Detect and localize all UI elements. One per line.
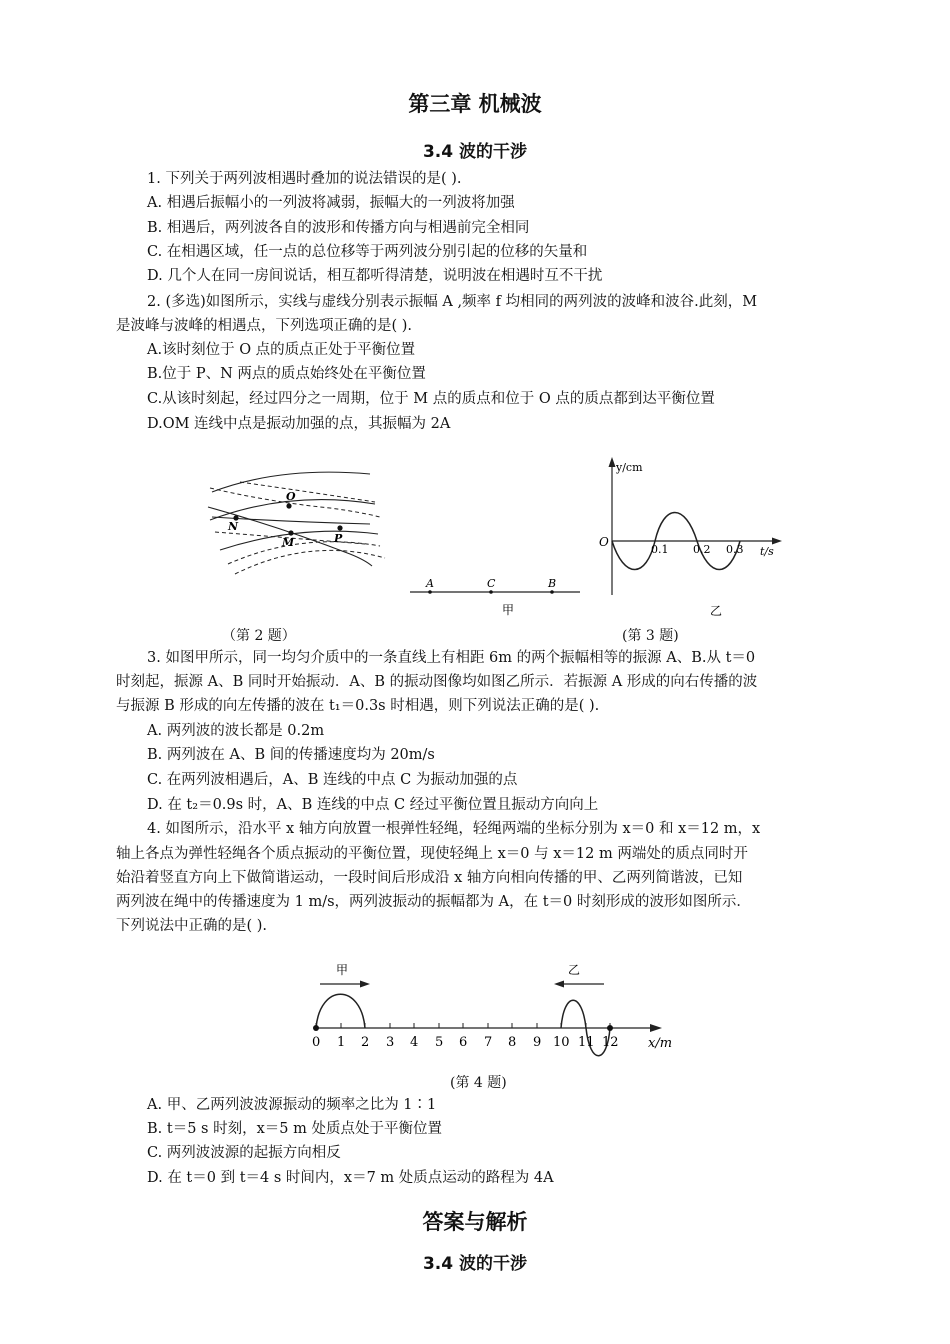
q4-option-a: A. 甲、乙两列波波源振动的频率之比为 1∶1: [147, 1097, 437, 1113]
label-o: O: [286, 490, 296, 503]
q4-stem-line2: 轴上各点为弹性轻绳各个质点振动的平衡位置，现使轻绳上 x＝0 与 x＝12 m 两端处的质点同时开: [116, 846, 748, 862]
q1-option-a: A. 相遇后振幅小的一列波将减弱，振幅大的一列波将加强: [147, 195, 515, 211]
q3-option-b: B. 两列波在 A、B 间的传播速度均为 20m/s: [147, 747, 435, 763]
figure-4-caption: (第 4 题): [450, 1075, 507, 1091]
label-a: A: [426, 577, 434, 590]
wave-yi-label: 乙: [568, 963, 581, 977]
q1-option-c: C. 在相遇区域，任一点的总位移等于两列波分别引起的位移的矢量和: [147, 244, 588, 260]
q2-option-a: A.该时刻位于 O 点的质点正处于平衡位置: [147, 342, 416, 358]
x-tick-10: 10: [553, 1035, 570, 1050]
q4-stem-line5: 下列说法中正确的是( ).: [116, 918, 268, 934]
q4-stem-line4: 两列波在绳中的传播速度为 1 m/s，两列波振动的振幅都为 A，在 t＝0 时刻形成的波形如图所示．: [116, 894, 751, 910]
q2-option-c: C.从该时刻起，经过四分之一周期，位于 M 点的质点和位于 O 点的质点都到达平衡位置: [147, 391, 715, 407]
wave-jia: [316, 994, 365, 1028]
figure-3-jia: [406, 572, 586, 622]
label-m: M: [282, 536, 295, 549]
tick-03: 0.3: [726, 543, 744, 556]
x-tick-1: 1: [337, 1035, 346, 1050]
figure-2-interference: [200, 462, 390, 592]
tick-02: 0.2: [693, 543, 711, 556]
x-tick-9: 9: [533, 1035, 542, 1050]
figure-4-rope-waves: [300, 955, 690, 1067]
x-tick-12: 12: [602, 1035, 619, 1050]
x-tick-2: 2: [361, 1035, 370, 1050]
point-o: [286, 503, 291, 508]
q3-stem-line1: 3. 如图甲所示，同一均匀介质中的一条直线上有相距 6m 的两个振幅相等的振源 A、B.从 t＝0: [147, 650, 756, 666]
x-axis-label: x/m: [648, 1036, 673, 1051]
point-p: [337, 525, 342, 530]
x-tick-3: 3: [386, 1035, 395, 1050]
figure-2-caption: （第 2 题）: [222, 628, 296, 644]
q4-stem-line3: 始沿着竖直方向上下做简谐运动，一段时间后形成沿 x 轴方向相向传播的甲、乙两列简谐波，已知: [116, 870, 743, 886]
x-tick-4: 4: [410, 1035, 419, 1050]
label-b: B: [548, 577, 557, 590]
section-title: 3.4 波的干涉: [422, 142, 528, 162]
q4-option-b: B. t＝5 s 时刻，x＝5 m 处质点处于平衡位置: [147, 1121, 442, 1137]
q4-option-c: C. 两列波波源的起振方向相反: [147, 1145, 341, 1161]
q3-option-d: D. 在 t₂＝0.9s 时，A、B 连线的中点 C 经过平衡位置且振动方向向上: [147, 797, 599, 813]
figure-3-yi: [596, 455, 796, 623]
tick-01: 0.1: [651, 543, 669, 556]
axis-x-label: t/s: [760, 545, 774, 558]
axis-y-label: y/cm: [616, 461, 643, 474]
x-tick-8: 8: [508, 1035, 517, 1050]
chapter-title: 第三章 机械波: [408, 92, 542, 116]
q4-stem-line1: 4. 如图所示，沿水平 x 轴方向放置一根弹性轻绳，轻绳两端的坐标分别为 x＝0 和 x＝12 m，x: [147, 821, 761, 837]
label-c: C: [487, 577, 496, 590]
figure-3-jia-name: 甲: [502, 603, 515, 617]
q2-option-b: B.位于 P、N 两点的质点始终处在平衡位置: [147, 366, 426, 382]
x-tick-5: 5: [435, 1035, 444, 1050]
x-tick-6: 6: [459, 1035, 468, 1050]
q3-option-c: C. 在两列波相遇后，A、B 连线的中点 C 为振动加强的点: [147, 772, 518, 788]
figure-3-yi-name: 乙: [710, 604, 723, 618]
q2-stem-line1: 2. (多选)如图所示，实线与虚线分别表示振幅 A ,频率 f 均相同的两列波的波峰和波谷.此刻，M: [147, 294, 758, 310]
q1-option-b: B. 相遇后，两列波各自的波形和传播方向与相遇前完全相同: [147, 220, 530, 236]
figure-3-caption: (第 3 题): [622, 628, 679, 644]
q2-option-d: D.OM 连线中点是振动加强的点，其振幅为 2A: [147, 416, 451, 432]
answer-section-title: 3.4 波的干涉: [422, 1254, 528, 1274]
q2-stem-line2: 是波峰与波峰的相遇点，下列选项正确的是( ).: [116, 318, 413, 334]
q1-option-d: D. 几个人在同一房间说话，相互都听得清楚，说明波在相遇时互不干扰: [147, 268, 603, 284]
q3-stem-line3: 与振源 B 形成的向左传播的波在 t₁＝0.3s 时相遇，则下列说法正确的是( ).: [116, 698, 600, 714]
q1-stem: 1. 下列关于两列波相遇时叠加的说法错误的是( ).: [147, 171, 462, 187]
q3-stem-line2: 时刻起，振源 A、B 同时开始振动．A、B 的振动图像均如图乙所示．若振源 A 形成的向右传播的波: [116, 674, 758, 690]
q4-option-d: D. 在 t＝0 到 t＝4 s 时间内，x＝7 m 处质点运动的路程为 4A: [147, 1170, 554, 1186]
answer-title: 答案与解析: [422, 1210, 528, 1234]
q3-option-a: A. 两列波的波长都是 0.2m: [147, 723, 325, 739]
label-p: P: [334, 532, 343, 545]
x-tick-7: 7: [484, 1035, 493, 1050]
label-n: N: [228, 520, 239, 533]
x-tick-0: 0: [312, 1035, 321, 1050]
point-m: [288, 530, 293, 535]
x-tick-11: 11: [578, 1035, 595, 1050]
origin-label: O: [599, 535, 609, 549]
wave-jia-label: 甲: [336, 963, 349, 977]
